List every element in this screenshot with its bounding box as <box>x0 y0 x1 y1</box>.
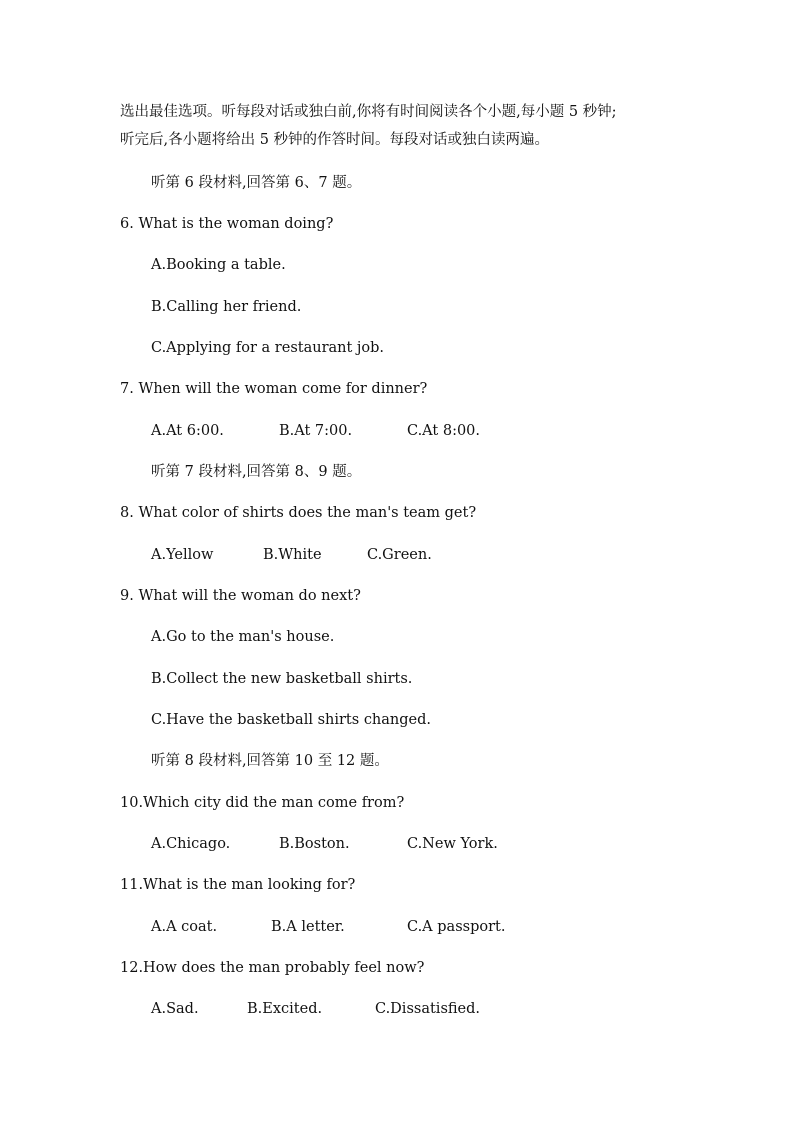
question-11-option-a: A.A coat. <box>151 919 218 935</box>
question-10-option-c: C.New York. <box>407 836 498 852</box>
section-7-heading: 听第 7 段材料,回答第 8、9 题。 <box>151 464 362 480</box>
question-12-option-c: C.Dissatisfied. <box>375 1001 481 1017</box>
question-6-option-a: A.Booking a table. <box>151 257 286 273</box>
question-7-option-c: C.At 8:00. <box>407 423 481 439</box>
question-9-option-b: B.Collect the new basketball shirts. <box>151 671 413 687</box>
question-8-option-c: C.Green. <box>367 547 432 563</box>
question-11-option-c: C.A passport. <box>407 919 506 935</box>
section-6-heading: 听第 6 段材料,回答第 6、7 题。 <box>151 175 362 191</box>
question-10-option-a: A.Chicago. <box>151 836 231 852</box>
question-6-stem: 6. What is the woman doing? <box>120 216 334 232</box>
question-6-option-c: C.Applying for a restaurant job. <box>151 340 385 356</box>
section-8-heading: 听第 8 段材料,回答第 10 至 12 题。 <box>151 753 389 769</box>
question-6-option-b: B.Calling her friend. <box>151 299 302 315</box>
question-9-stem: 9. What will the woman do next? <box>120 588 361 604</box>
question-9-option-c: C.Have the basketball shirts changed. <box>151 712 432 728</box>
question-10-stem: 10.Which city did the man come from? <box>120 795 405 811</box>
question-7-stem: 7. When will the woman come for dinner? <box>120 381 428 397</box>
question-8-option-b: B.White <box>263 547 322 563</box>
question-11-stem: 11.What is the man looking for? <box>120 877 356 893</box>
instructions-line-2: 听完后,各小题将给出 5 秒钟的作答时间。每段对话或独白读两遍。 <box>120 132 550 148</box>
instructions-line-1: 选出最佳选项。听每段对话或独白前,你将有时间阅读各个小题,每小题 5 秒钟; <box>120 104 617 120</box>
question-7-option-a: A.At 6:00. <box>151 423 224 439</box>
question-12-stem: 12.How does the man probably feel now? <box>120 960 425 976</box>
question-10-option-b: B.Boston. <box>279 836 350 852</box>
question-8-stem: 8. What color of shirts does the man's team get? <box>120 505 477 521</box>
question-12-option-b: B.Excited. <box>247 1001 323 1017</box>
question-12-option-a: A.Sad. <box>151 1001 199 1017</box>
question-8-option-a: A.Yellow <box>151 547 214 563</box>
question-11-option-b: B.A letter. <box>271 919 345 935</box>
question-9-option-a: A.Go to the man's house. <box>151 629 335 645</box>
question-7-option-b: B.At 7:00. <box>279 423 353 439</box>
